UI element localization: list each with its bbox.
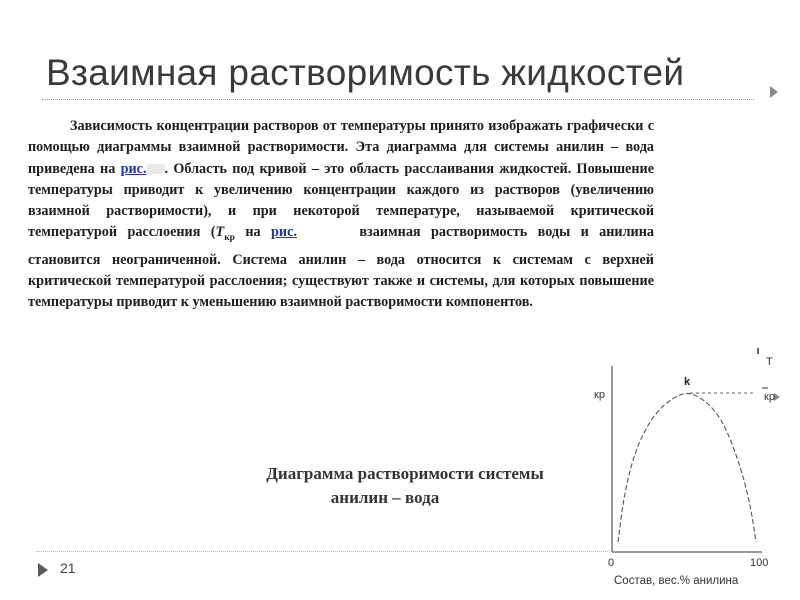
- page-number: 21: [60, 560, 76, 576]
- tkr-symbol: T: [215, 224, 225, 241]
- x-tick-label: 0: [608, 557, 615, 569]
- tkr-subscript: кр: [224, 233, 235, 244]
- bullet-arrow-icon: [770, 86, 778, 98]
- x-tick-label: 100: [750, 557, 769, 569]
- body-text-part: взаимная растворимость воды и анилина становится неограниченной. Система анилин – вода относится к системам с верхней критической температурой расслоения; существуют также и системы, для которых повышение температуры приводит к уменьшению взаимной растворимости компонентов.: [28, 224, 654, 311]
- caption-line-1: Диаграмма растворимости системы: [266, 464, 544, 483]
- figure-ref-gap: [297, 228, 349, 238]
- left-tick-label: кр: [594, 389, 605, 401]
- diagram-caption: [240, 462, 570, 510]
- x-axis-label: Состав, вес.% анилина: [614, 575, 739, 587]
- title-divider: [42, 99, 754, 100]
- right-tick-label: кр: [764, 391, 775, 403]
- slide-title: Взаимная растворимость жидкостей: [46, 52, 685, 93]
- body-paragraph: [28, 116, 654, 314]
- figure-link[interactable]: рис.: [271, 224, 297, 241]
- body-text-part: Зависимость концентрации растворов от температуры принято изображать графически с помощью диаграммы взаимной растворимости. Эта диаграмма для системы анилин – вода приведена на: [28, 118, 654, 177]
- bullet-arrow-icon: [774, 393, 780, 401]
- y-axis-label: T: [766, 356, 773, 368]
- figure-ref-gap: [147, 164, 165, 174]
- figure-link[interactable]: рис.: [120, 160, 147, 177]
- footer-arrow-icon: [38, 563, 48, 577]
- footer-divider: [36, 551, 616, 552]
- body-text-part: . Область под кривой – это область расслаивания жидкостей. Повышение температуры приводит к увеличению концентрации каждого из растворов (увеличению взаимной растворимости), и при некоторой температуре, называемой критической температурой расслоения (: [28, 160, 654, 241]
- body-text-part: на: [234, 224, 272, 241]
- caption-line-2: анилин – вода: [330, 488, 440, 507]
- solubility-curve: [618, 393, 756, 542]
- critical-point-label: k: [684, 376, 691, 388]
